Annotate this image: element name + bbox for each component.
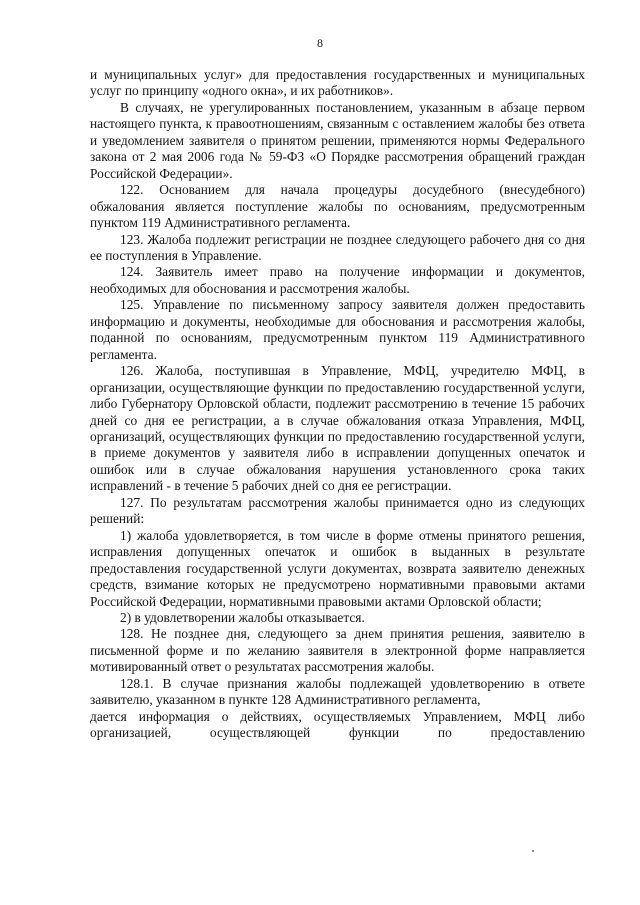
paragraph-126: 126. Жалоба, поступившая в Управление, МФЦ, учредителю МФЦ, в организации, осуществляющие функции по предоставлению государственной услуги, либо Губернатору Орловской области, подлежит рассмотрению в течение 15 рабочих дней со дня ее регистрации, а в случае обжалования отказа Управления, МФЦ, организаций, осуществляющих функции по предоставлению государственной услуги, в приеме документов у заявителя либо в исправлении допущенных опечаток и ошибок или в случае обжалования нарушения установленного срока таких исправлений - в течение 5 рабочих дней со дня ее регистрации.	[90, 363, 585, 494]
paragraph-continuation: и муниципальных услуг» для предоставления государственных и муниципальных услуг по принципу «одного окна», и их работников».	[90, 67, 585, 99]
paragraph-128: 128. Не позднее дня, следующего за днем принятия решения, заявителю в письменной форме и по желанию заявителя в электронной форме направляется мотивированный ответ о результатах рассмотрения жалобы.	[90, 626, 585, 675]
paragraph-125: 125. Управление по письменному запросу заявителя должен предоставить информацию и документы, необходимые для обоснования и рассмотрения жалобы, поданной по основаниям, предусмотренным пунктом 119 Административного регламента.	[90, 297, 585, 362]
scan-speck	[532, 850, 534, 852]
paragraph-127: 127. По результатам рассмотрения жалобы принимается одно из следующих решений:	[90, 494, 585, 527]
paragraph-127-item-1: 1) жалоба удовлетворяется, в том числе в форме отмены принятого решения, исправления допущенных опечаток и ошибок в выданных в результате предоставления государственной услуги документах, возврата заявителю денежных средств, взимание которых не предусмотрено нормативными правовыми актами Российской Федерации, нормативными правовыми актами Орловской области;	[90, 527, 585, 609]
paragraph-123: 123. Жалоба подлежит регистрации не позднее следующего рабочего дня со дня ее поступления в Управление.	[90, 231, 585, 263]
page-number: 8	[317, 36, 323, 50]
document-body	[90, 67, 585, 758]
paragraph-128-1: 128.1. В случае признания жалобы подлежащей удовлетворению в ответе заявителю, указанном в пункте 128 Административного регламента,	[90, 675, 585, 708]
paragraph-122: 122. Основанием для начала процедуры досудебного (внесудебного) обжалования является поступление жалобы по основаниям, предусмотренным пунктом 119 Административного регламента.	[90, 182, 585, 231]
paragraph-124: 124. Заявитель имеет право на получение информации и документов, необходимых для обоснования и рассмотрения жалобы.	[90, 264, 585, 296]
paragraph-128-1-continued: дается информация о действиях, осуществляемых Управлением, МФЦ либо организацией, осуществляющей функции по предоставлению	[90, 708, 585, 741]
paragraph-cases: В случаях, не урегулированных постановлением, указанным в абзаце первом настоящего пункта, к правоотношениям, связанным с оставлением жалобы без ответа и уведомлением заявителя о принятом решении, применяются нормы Федерального закона от 2 мая 2006 года № 59-ФЗ «О Порядке рассмотрения обращений граждан Российской Федерации».	[90, 99, 585, 181]
paragraph-127-item-2: 2) в удовлетворении жалобы отказывается.	[120, 609, 365, 625]
